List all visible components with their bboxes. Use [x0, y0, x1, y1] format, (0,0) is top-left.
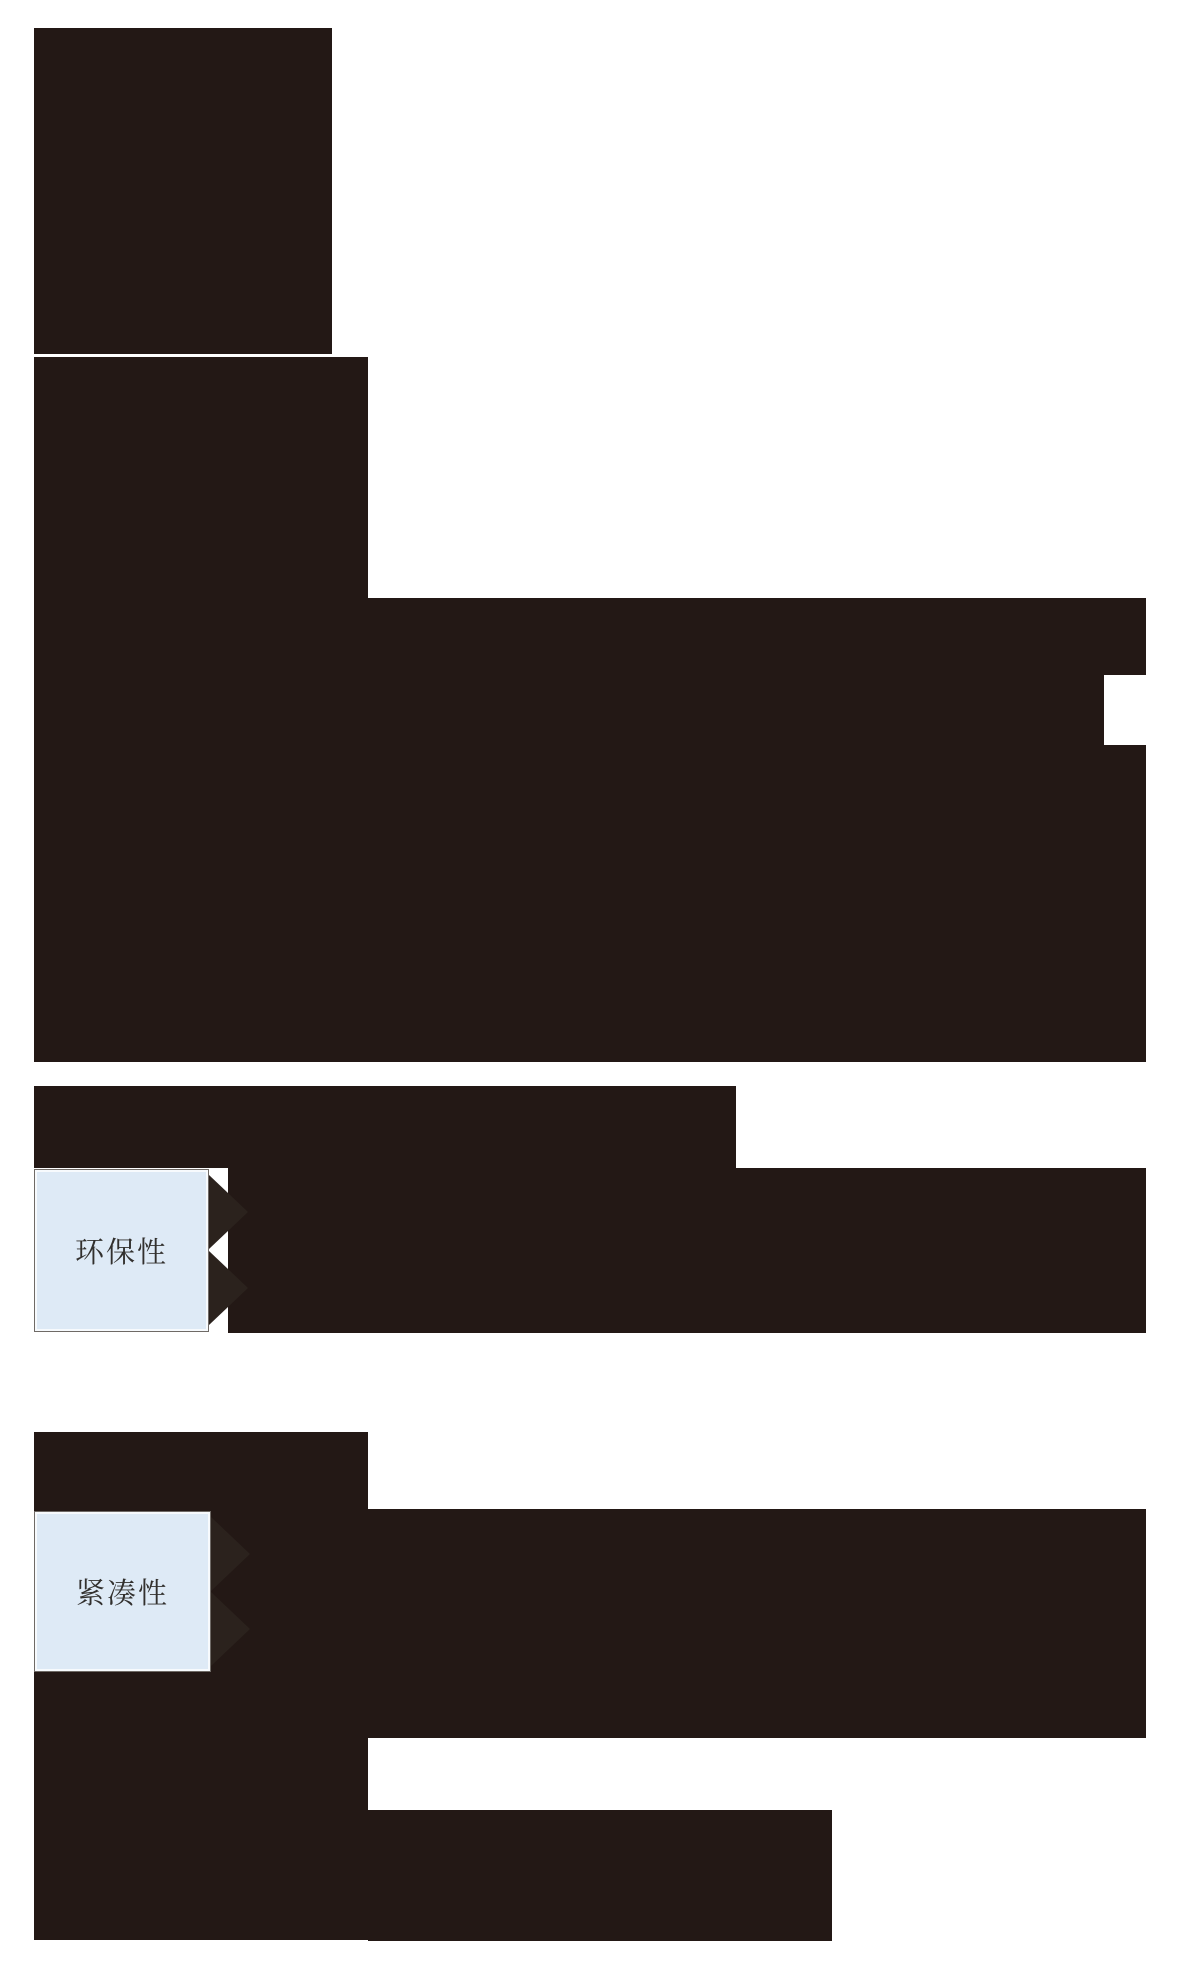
- feature-label-eco: [34, 1169, 209, 1332]
- chevron-right-icon: [209, 1251, 248, 1325]
- image-block-wide: [368, 598, 1146, 1062]
- image-block-top: [34, 28, 332, 354]
- chevron-right-icon: [211, 1517, 250, 1591]
- image-block-bottom: [368, 1810, 832, 1941]
- feature-band-eco: [228, 1168, 1146, 1333]
- chevron-right-icon: [209, 1175, 248, 1249]
- feature-label-compact: [34, 1511, 211, 1672]
- chevron-right-icon: [211, 1592, 250, 1666]
- feature-label-compact-text: 紧凑性: [75, 1578, 169, 1610]
- notch-cutout: [1104, 675, 1146, 745]
- image-block-left-column: [34, 357, 368, 1062]
- image-block-row: [34, 1086, 736, 1168]
- feature-label-eco-text: 环保性: [74, 1237, 168, 1269]
- feature-band-compact: [230, 1509, 1146, 1738]
